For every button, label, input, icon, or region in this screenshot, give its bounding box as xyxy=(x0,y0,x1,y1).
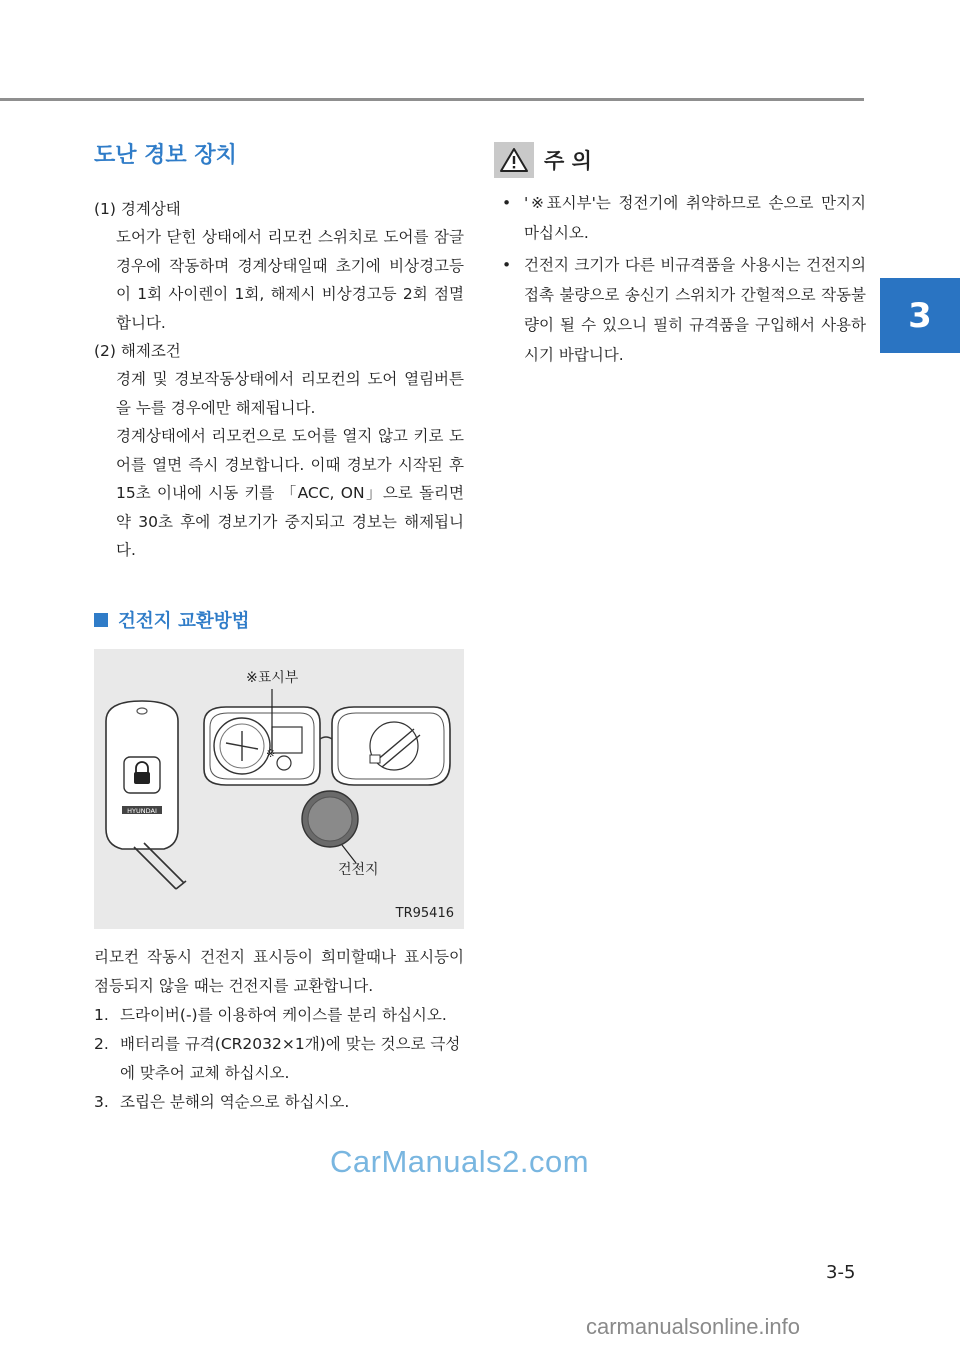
screwdriver-tip xyxy=(176,881,186,889)
step-item xyxy=(94,1001,464,1030)
caution-icon-box xyxy=(494,142,534,178)
battery-subtitle-text: 건전지 교환방법 xyxy=(118,610,250,632)
right-column xyxy=(494,142,866,372)
figure-code: TR95416 xyxy=(395,905,454,921)
step-item xyxy=(94,1088,464,1117)
item-paragraph: 경계 및 경보작동상태에서 리모컨의 도어 열림버튼을 누를 경우에만 해제됩니다. xyxy=(116,370,464,417)
section-title: 도난 경보 장치 xyxy=(94,143,237,168)
square-bullet-icon xyxy=(94,613,108,627)
left-column xyxy=(94,138,464,1117)
battery-label: 건전지 xyxy=(338,861,379,878)
step-number: 3. xyxy=(94,1092,109,1111)
item-body xyxy=(94,365,464,565)
bullet-dot: • xyxy=(502,256,512,274)
caution-header xyxy=(494,142,866,178)
step-item xyxy=(94,1030,464,1088)
step-number: 2. xyxy=(94,1034,109,1053)
item-heading: (1) 경계상태 xyxy=(94,200,181,218)
caution-title: 주 의 xyxy=(544,149,592,173)
item-paragraph: 도어가 닫힌 상태에서 리모컨 스위치로 도어를 잠글 경우에 작동하며 경계상태일때 초기에 비상경고등이 1회 사이렌이 1회, 해제시 비상경고등 2회 점멸합니다. xyxy=(116,228,464,332)
caution-bullet xyxy=(494,250,866,370)
battery-subtitle xyxy=(94,607,464,633)
brand-text: HYUNDAI xyxy=(127,806,157,815)
hinge xyxy=(320,737,332,739)
item-body xyxy=(94,223,464,337)
circuit-chip xyxy=(272,727,302,753)
battery-steps xyxy=(94,1001,464,1117)
bullet-dot: • xyxy=(502,194,512,212)
step-text: 배터리를 규격(CR2032×1개)에 맞는 것으로 극성에 맞추어 교체 하십시오. xyxy=(120,1034,461,1082)
display-marker: ※ xyxy=(266,746,276,760)
key-fob-figure xyxy=(94,649,464,929)
step-text: 조립은 분해의 역순으로 하십시오. xyxy=(120,1092,350,1111)
item-disarm xyxy=(94,337,464,565)
step-number: 1. xyxy=(94,1005,109,1024)
coin-battery-face xyxy=(308,797,352,841)
item-arming xyxy=(94,195,464,337)
battery-description: 리모컨 작동시 건전지 표시등이 희미할때나 표시등이 점등되지 않을 때는 건전지를 교환합니다. xyxy=(94,947,464,995)
chapter-tab[interactable]: 3 xyxy=(880,278,960,353)
step-text: 드라이버(-)를 이용하여 케이스를 분리 하십시오. xyxy=(120,1005,447,1024)
warning-triangle-icon xyxy=(499,147,529,173)
watermark[interactable]: CarManuals2.com xyxy=(330,1144,590,1179)
button-clip xyxy=(370,755,380,763)
top-rule xyxy=(0,98,864,101)
caution-text: 건전지 크기가 다른 비규격품을 사용시는 건전지의 접촉 불량으로 송신기 스위치가 간헐적으로 작동불량이 될 수 있으니 필히 규격품을 구입해서 사용하시기 바랍니다. xyxy=(524,256,866,364)
display-part-label: ※표시부 xyxy=(246,669,299,686)
page-number: 3-5 xyxy=(826,1262,856,1283)
screwdriver-icon xyxy=(134,843,184,889)
caution-text: '※표시부'는 정전기에 취약하므로 손으로 만지지 마십시오. xyxy=(524,194,866,242)
switch-contact xyxy=(277,756,291,770)
key-fob-illustration xyxy=(94,649,464,929)
caution-bullet xyxy=(494,188,866,248)
item-paragraph: 경계상태에서 리모컨으로 도어를 열지 않고 키로 도어를 열면 즉시 경보합니다. 이때 경보가 시작된 후 15초 이내에 시동 키를 「ACC, ON」으로 돌리면 약 30초 후에 경보기가 중지되고 경보는 해제됩니다. xyxy=(116,427,464,559)
item-heading: (2) 해제조건 xyxy=(94,342,181,360)
site-watermark[interactable]: carmanualsonline.info xyxy=(586,1314,801,1339)
